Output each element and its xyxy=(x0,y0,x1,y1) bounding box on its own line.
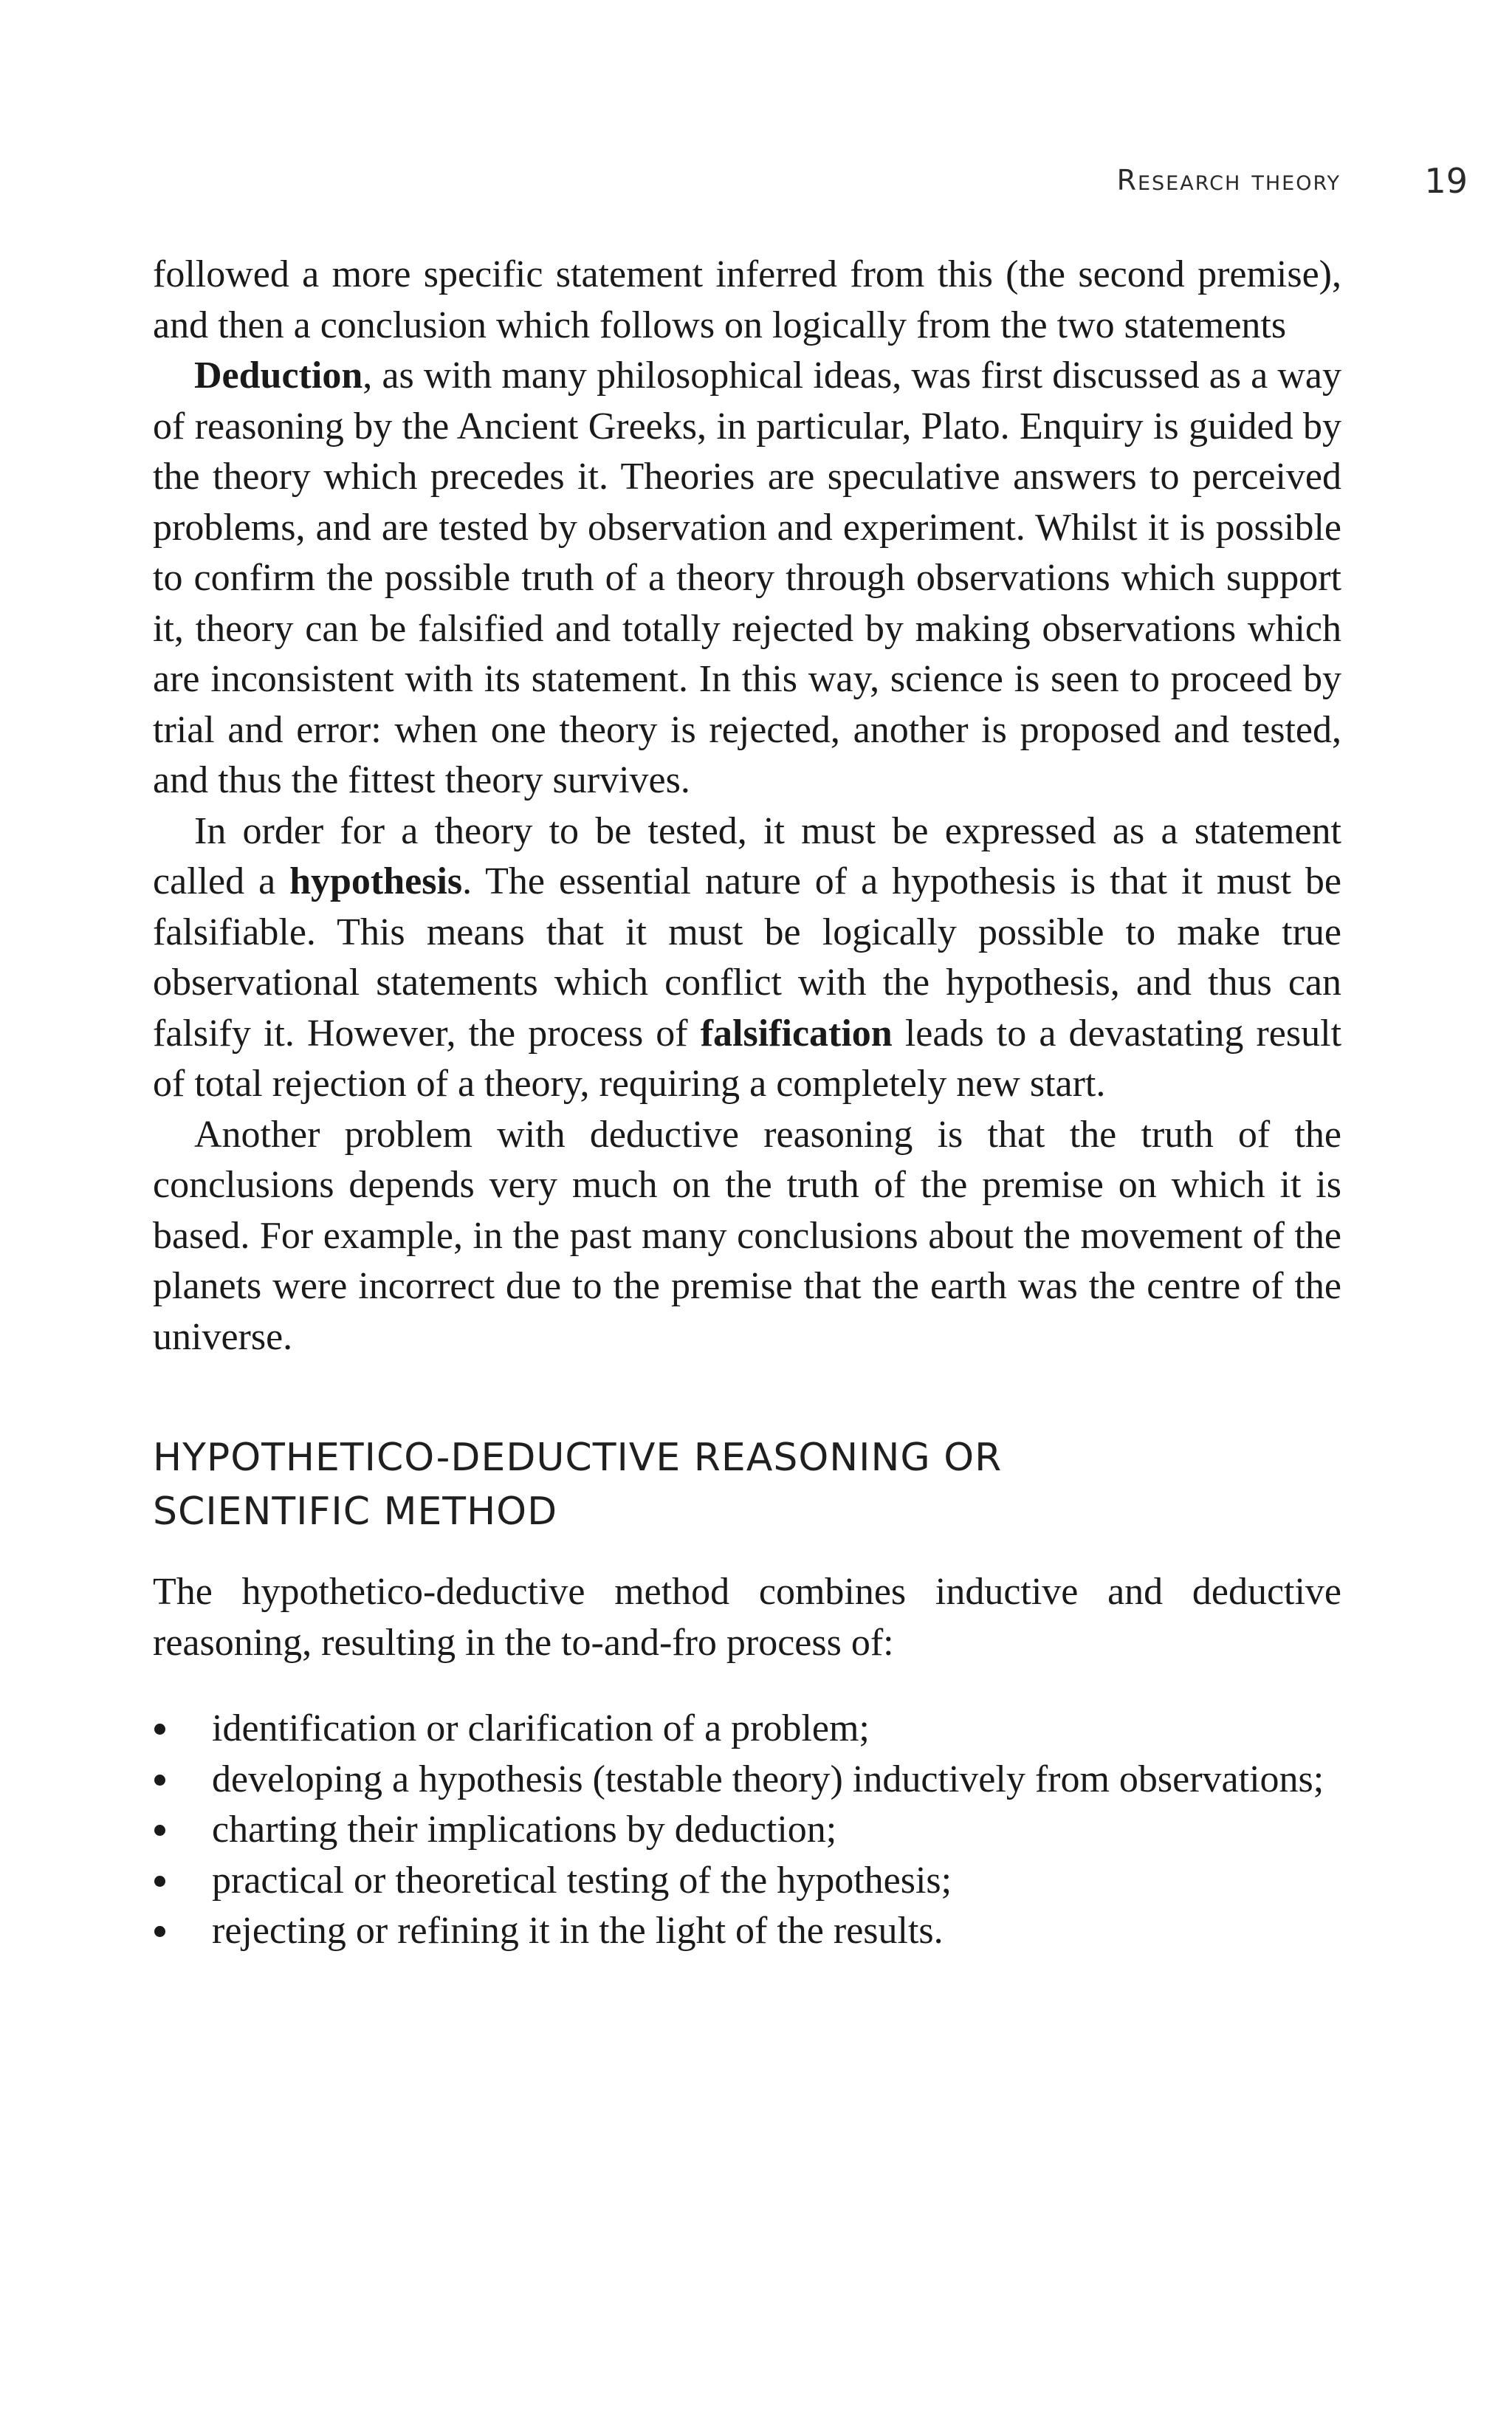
paragraph-text: The hypothetico-deductive method combines inductive and deductive reasoning, resulting in the to-and-fro process of: xyxy=(153,1571,1341,1664)
list-item-text: practical or theoretical testing of the hypothesis; xyxy=(212,1859,952,1902)
term-hypothesis: hypothesis xyxy=(289,860,463,902)
list-item xyxy=(153,1906,1341,1957)
bullet-icon xyxy=(154,1876,165,1887)
bullet-icon xyxy=(154,1926,165,1937)
list-item-text: rejecting or refining it in the light of the results. xyxy=(212,1910,944,1952)
section-heading-line-2: SCIENTIFIC METHOD xyxy=(153,1490,558,1534)
paragraph-deduction xyxy=(153,351,1341,806)
paragraph-text: , as with many philosophical ideas, was first discussed as a way of reasoning by the Ancient Greeks, in particular, Plato. Enquiry is guided by the theory which precedes it. Theories are speculative answers to perceived problems, and are tested by observation and experiment. Whilst it is possible to confirm the possible truth of a theory through observations which support it, theory can be falsified and totally rejected by making observations which are inconsistent with its statement. In this way, science is seen to proceed by trial and error: when one theory is rejected, another is proposed and tested, and thus the fittest theory survives. xyxy=(153,354,1341,801)
body-column xyxy=(153,250,1341,1957)
paragraph-text: In order for a theory to be tested, it must be expressed as a statement called a xyxy=(153,809,1341,902)
list-item xyxy=(153,1805,1341,1856)
paragraph-text: Another problem with deductive reasoning is that the truth of the conclusions depends very much on the truth of the premise on which it is based. For example, in the past many conclusions about the movement of the planets were incorrect due to the premise that the earth was the centre of the universe. xyxy=(153,1113,1341,1358)
section-intro-paragraph xyxy=(153,1567,1341,1668)
term-falsification: falsification xyxy=(700,1012,893,1055)
list-item-text: charting their implications by deduction; xyxy=(212,1809,837,1851)
list-item xyxy=(153,1856,1341,1907)
section-heading xyxy=(153,1431,1113,1539)
section-heading-line-1: HYPOTHETICO-DEDUCTIVE REASONING OR xyxy=(153,1436,1003,1480)
paragraph-hypothesis xyxy=(153,806,1341,1110)
list-item xyxy=(153,1755,1341,1806)
bullet-icon xyxy=(154,1775,165,1786)
running-title: Research theory xyxy=(1116,164,1341,196)
list-item xyxy=(153,1704,1341,1755)
bullet-icon xyxy=(154,1724,165,1735)
paragraph-text: . The essential nature of a hypothesis is that it must be falsifiable. This means that it must be logically possible to make true observational statements which conflict with the hypothesis, and thus can falsify it. However, the process of xyxy=(153,860,1341,1055)
term-deduction: Deduction xyxy=(194,354,363,397)
bullet-icon xyxy=(154,1825,165,1836)
paragraph-text: followed a more specific statement inferred from this (the second premise), and then a conclusion which follows on logically from the two statements xyxy=(153,253,1341,346)
process-list xyxy=(153,1704,1341,1957)
paragraph-premise-continuation xyxy=(153,250,1341,351)
paragraph-text: leads to a devastating result of total rejection of a theory, requiring a completely new start. xyxy=(153,1012,1342,1105)
running-head xyxy=(0,161,1512,205)
list-item-text: developing a hypothesis (testable theory) inductively from observations; xyxy=(212,1758,1324,1800)
page-number: 19 xyxy=(1424,161,1468,201)
list-item-text: identification or clarification of a problem; xyxy=(212,1707,870,1749)
paragraph-deductive-problem xyxy=(153,1110,1341,1363)
